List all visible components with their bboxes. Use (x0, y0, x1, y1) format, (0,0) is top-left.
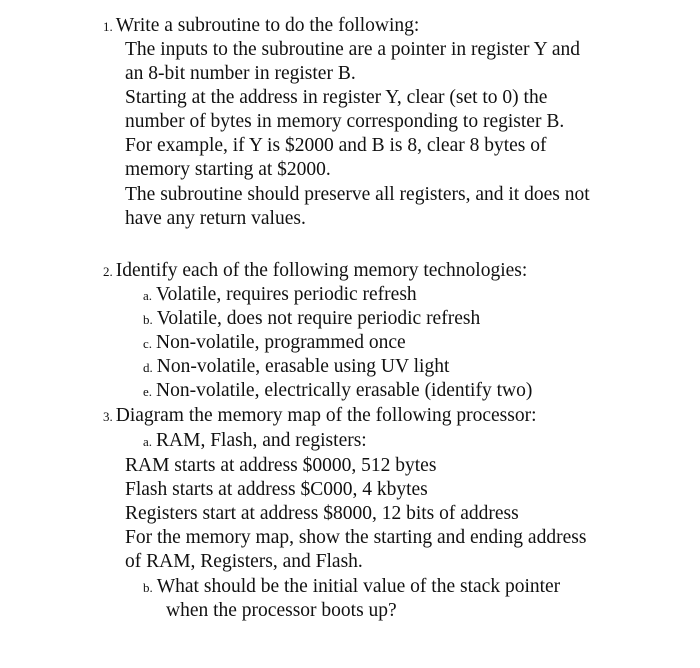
q2-title: Identify each of the following memory technologies: (115, 260, 528, 281)
q3b-letter: b. (143, 580, 153, 595)
q1-line: memory starting at $2000. (125, 159, 331, 180)
q2-item-text: Volatile, does not require periodic refresh (156, 308, 481, 329)
q2-number: 2. (103, 264, 113, 279)
q3a-line: Flash starts at address $C000, 4 kbytes (125, 479, 428, 500)
q3b-line: when the processor boots up? (166, 600, 397, 621)
q3a-line: For the memory map, show the starting and ending address (125, 527, 587, 548)
q3a-text: RAM, Flash, and registers: (156, 430, 367, 451)
q2-item (143, 307, 480, 332)
q2-item (143, 283, 417, 308)
q1-heading (103, 14, 419, 39)
q1-line: have any return values. (125, 208, 306, 229)
q2-item-text: Volatile, requires periodic refresh (156, 284, 417, 305)
q1-line: an 8-bit number in register B. (125, 63, 356, 84)
q1-title: Write a subroutine to do the following: (115, 15, 420, 36)
q2-item (143, 379, 532, 404)
q2-item-letter: b. (143, 312, 153, 327)
q1-line: number of bytes in memory corresponding to register B. (125, 111, 565, 132)
q2-heading (103, 259, 527, 284)
q3a-item (143, 429, 367, 454)
q1-line: The subroutine should preserve all registers, and it does not (125, 184, 590, 205)
q2-item-letter: a. (143, 288, 153, 303)
q1-line: Starting at the address in register Y, clear (set to 0) the (125, 87, 548, 108)
q3-number: 3. (103, 409, 113, 424)
q2-item-letter: c. (143, 336, 153, 351)
q3-title: Diagram the memory map of the following processor: (115, 405, 537, 426)
q2-item-text: Non-volatile, erasable using UV light (156, 356, 450, 377)
q2-item-letter: d. (143, 360, 153, 375)
q3a-line: Registers start at address $8000, 12 bits of address (125, 503, 519, 524)
q3a-line: RAM starts at address $0000, 512 bytes (125, 455, 437, 476)
q3b-text: What should be the initial value of the stack pointer (156, 576, 561, 597)
q2-item (143, 355, 449, 380)
q1-line: For example, if Y is $2000 and B is 8, clear 8 bytes of (125, 135, 547, 156)
q2-item-text: Non-volatile, programmed once (156, 332, 406, 353)
q3-heading (103, 404, 537, 429)
q1-number: 1. (103, 19, 113, 34)
q2-item-text: Non-volatile, electrically erasable (identify two) (156, 380, 533, 401)
q3a-line: of RAM, Registers, and Flash. (125, 551, 363, 572)
q2-item-letter: e. (143, 384, 153, 399)
q3b-item (143, 575, 560, 600)
q3a-letter: a. (143, 434, 153, 449)
q1-line: The inputs to the subroutine are a pointer in register Y and (125, 39, 581, 60)
q2-item (143, 331, 406, 356)
